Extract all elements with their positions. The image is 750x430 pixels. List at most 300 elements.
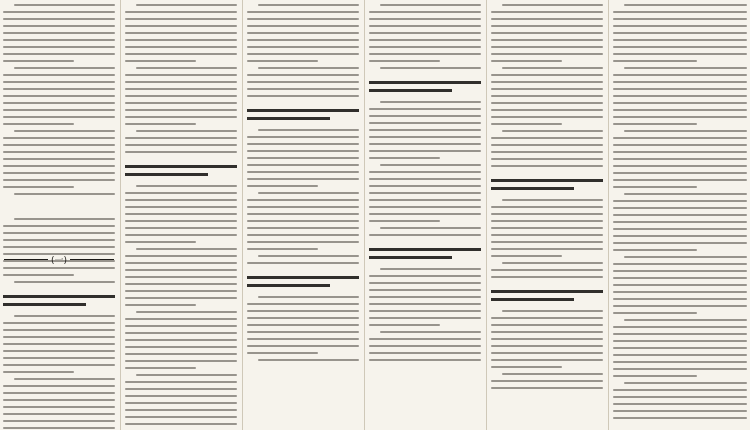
text-line	[369, 213, 481, 215]
text-line	[247, 310, 359, 312]
text-line	[125, 416, 237, 418]
text-line	[613, 235, 747, 237]
text-line	[125, 81, 237, 83]
text-line	[369, 324, 440, 326]
text-line	[491, 317, 603, 319]
text-line	[613, 53, 747, 55]
text-column-5	[488, 0, 606, 430]
text-line	[247, 178, 359, 180]
marker-spacer	[0, 200, 118, 218]
text-line	[247, 262, 359, 264]
column-divider	[486, 0, 487, 430]
text-line	[136, 374, 237, 376]
paragraph-block	[122, 4, 240, 153]
paragraph-block	[244, 296, 362, 361]
text-line	[491, 109, 603, 111]
text-column-3	[244, 0, 362, 430]
text-line	[369, 11, 481, 13]
paragraph-block	[122, 185, 240, 430]
text-line	[613, 214, 747, 216]
text-line	[369, 25, 481, 27]
text-line	[125, 395, 237, 397]
text-line	[613, 347, 747, 349]
text-line	[125, 367, 196, 369]
paragraph-block	[610, 4, 750, 419]
text-line	[369, 338, 481, 340]
text-line	[369, 220, 440, 222]
text-line	[502, 199, 603, 201]
text-line	[3, 123, 74, 125]
text-line	[258, 255, 359, 257]
text-line	[380, 101, 481, 103]
text-line	[247, 317, 359, 319]
text-line	[247, 331, 359, 333]
text-line	[3, 95, 115, 97]
text-line	[3, 88, 115, 90]
text-line	[125, 290, 237, 292]
text-line	[3, 427, 115, 429]
text-line	[247, 88, 359, 90]
text-line	[613, 200, 747, 202]
subheadline	[122, 158, 240, 185]
text-line	[491, 213, 603, 215]
paragraph-block	[366, 268, 484, 361]
text-line	[491, 151, 603, 153]
text-line	[125, 339, 237, 341]
text-line	[369, 122, 481, 124]
text-line	[125, 423, 237, 425]
text-line	[491, 227, 603, 229]
text-line	[369, 359, 481, 361]
text-line	[14, 67, 115, 69]
text-line	[125, 18, 237, 20]
text-line	[14, 193, 115, 195]
text-line	[491, 60, 562, 62]
text-line	[369, 39, 481, 41]
text-line	[491, 32, 603, 34]
text-line	[247, 25, 359, 27]
text-line	[247, 345, 359, 347]
text-line	[491, 269, 603, 271]
text-column-2	[122, 0, 240, 430]
text-line	[125, 109, 237, 111]
text-line	[613, 46, 747, 48]
text-line	[613, 151, 747, 153]
paragraph-block	[0, 218, 118, 283]
text-line	[247, 164, 359, 166]
text-line	[613, 32, 747, 34]
section-marker-label: (一)	[50, 255, 68, 266]
paragraph-block	[0, 315, 118, 430]
text-line	[613, 396, 747, 398]
text-line	[3, 18, 115, 20]
text-line	[247, 60, 318, 62]
text-line	[369, 345, 481, 347]
text-line	[369, 53, 481, 55]
text-line	[247, 303, 359, 305]
text-line	[125, 39, 237, 41]
text-line	[136, 67, 237, 69]
text-line	[369, 108, 481, 110]
column-divider	[364, 0, 365, 430]
paragraph-block	[488, 310, 606, 389]
text-line	[369, 352, 481, 354]
text-line	[491, 220, 603, 222]
text-line	[491, 102, 603, 104]
text-line	[613, 165, 747, 167]
paragraph-block	[366, 4, 484, 69]
headline-text-line	[125, 173, 208, 176]
text-line	[247, 46, 359, 48]
text-line	[136, 130, 237, 132]
text-line	[613, 221, 747, 223]
headline-text-line	[247, 276, 359, 279]
text-line	[369, 178, 481, 180]
text-line	[369, 234, 481, 236]
text-line	[247, 18, 359, 20]
paragraph-block	[244, 4, 362, 97]
text-line	[125, 262, 237, 264]
text-line	[136, 185, 237, 187]
text-line	[125, 283, 237, 285]
text-line	[125, 11, 237, 13]
column-divider	[608, 0, 609, 430]
text-line	[125, 137, 237, 139]
text-line	[491, 74, 603, 76]
text-line	[613, 11, 747, 13]
text-line	[613, 228, 747, 230]
text-line	[613, 144, 747, 146]
text-line	[125, 241, 196, 243]
text-line	[3, 225, 115, 227]
text-line	[3, 406, 115, 408]
text-line	[491, 88, 603, 90]
text-line	[369, 115, 481, 117]
text-line	[491, 123, 562, 125]
text-line	[613, 88, 747, 90]
text-line	[125, 123, 196, 125]
text-line	[258, 4, 359, 6]
text-line	[14, 378, 115, 380]
text-line	[3, 179, 115, 181]
text-line	[369, 206, 481, 208]
text-line	[247, 324, 359, 326]
subheadline	[0, 288, 118, 315]
text-line	[613, 326, 747, 328]
text-line	[613, 298, 747, 300]
paragraph-block	[366, 101, 484, 236]
headline-text-line	[247, 284, 330, 287]
text-line	[3, 385, 115, 387]
text-line	[491, 359, 603, 361]
text-line	[3, 246, 115, 248]
text-line	[613, 137, 747, 139]
text-line	[369, 296, 481, 298]
text-line	[491, 25, 603, 27]
text-line	[3, 32, 115, 34]
text-line	[125, 346, 237, 348]
text-line	[125, 88, 237, 90]
headline-text-line	[369, 81, 481, 84]
text-line	[613, 242, 747, 244]
headline-text-line	[369, 89, 452, 92]
text-line	[369, 289, 481, 291]
column-divider	[120, 0, 121, 430]
subheadline	[488, 283, 606, 310]
text-line	[491, 345, 603, 347]
text-line	[3, 186, 74, 188]
text-line	[125, 297, 237, 299]
text-line	[613, 354, 747, 356]
text-line	[613, 389, 747, 391]
text-line	[502, 130, 603, 132]
text-line	[3, 172, 115, 174]
text-line	[491, 331, 603, 333]
text-line	[491, 81, 603, 83]
text-line	[258, 359, 359, 361]
text-line	[502, 373, 603, 375]
text-line	[125, 332, 237, 334]
text-line	[491, 387, 603, 389]
text-line	[247, 352, 318, 354]
text-line	[613, 270, 747, 272]
text-line	[247, 227, 359, 229]
text-line	[613, 340, 747, 342]
text-line	[502, 262, 603, 264]
text-line	[491, 137, 603, 139]
text-line	[613, 417, 747, 419]
text-line	[247, 248, 318, 250]
column-divider	[242, 0, 243, 430]
text-line	[380, 331, 481, 333]
text-line	[491, 276, 603, 278]
headline-text-line	[125, 165, 237, 168]
paragraph-block	[488, 4, 606, 167]
text-line	[491, 366, 562, 368]
text-line	[125, 199, 237, 201]
text-line	[125, 388, 237, 390]
text-line	[369, 192, 481, 194]
paragraph-block	[0, 4, 118, 195]
text-line	[247, 171, 359, 173]
text-line	[491, 338, 603, 340]
text-line	[624, 382, 747, 384]
text-line	[380, 268, 481, 270]
text-line	[125, 74, 237, 76]
text-line	[247, 338, 359, 340]
text-line	[3, 11, 115, 13]
text-line	[3, 392, 115, 394]
text-line	[613, 305, 747, 307]
text-line	[3, 39, 115, 41]
text-line	[613, 207, 747, 209]
text-line	[125, 206, 237, 208]
subheadline	[366, 241, 484, 268]
text-line	[613, 403, 747, 405]
text-column-4	[366, 0, 484, 430]
headline-text-line	[491, 187, 574, 190]
text-line	[613, 158, 747, 160]
section-marker	[4, 253, 114, 265]
text-line	[14, 281, 115, 283]
text-line	[369, 282, 481, 284]
text-line	[491, 352, 603, 354]
text-line	[125, 402, 237, 404]
text-line	[247, 241, 359, 243]
text-line	[125, 227, 237, 229]
text-line	[491, 241, 603, 243]
text-line	[247, 32, 359, 34]
text-line	[613, 312, 697, 314]
text-line	[247, 213, 359, 215]
text-line	[247, 136, 359, 138]
text-line	[247, 11, 359, 13]
text-line	[125, 318, 237, 320]
text-line	[491, 18, 603, 20]
text-line	[613, 18, 747, 20]
text-line	[380, 227, 481, 229]
headline-text-line	[369, 256, 452, 259]
text-line	[14, 218, 115, 220]
text-line	[491, 324, 603, 326]
text-line	[491, 158, 603, 160]
text-line	[125, 60, 196, 62]
text-line	[3, 232, 115, 234]
text-line	[3, 53, 115, 55]
text-line	[136, 311, 237, 313]
text-line	[613, 39, 747, 41]
text-line	[491, 234, 603, 236]
headline-text-line	[3, 303, 86, 306]
text-line	[369, 46, 481, 48]
text-line	[125, 116, 237, 118]
text-line	[258, 192, 359, 194]
text-line	[136, 248, 237, 250]
text-line	[613, 291, 747, 293]
text-line	[125, 32, 237, 34]
text-column-6	[610, 0, 750, 430]
text-line	[125, 53, 237, 55]
text-line	[3, 239, 115, 241]
text-line	[624, 193, 747, 195]
headline-text-line	[247, 117, 330, 120]
text-line	[125, 234, 237, 236]
text-line	[258, 129, 359, 131]
text-line	[369, 143, 481, 145]
text-line	[491, 95, 603, 97]
text-line	[369, 136, 481, 138]
text-line	[3, 413, 115, 415]
text-line	[3, 165, 115, 167]
text-line	[369, 185, 481, 187]
text-line	[247, 234, 359, 236]
text-line	[3, 274, 74, 276]
text-line	[125, 46, 237, 48]
text-line	[369, 150, 481, 152]
text-line	[258, 67, 359, 69]
text-line	[491, 255, 562, 257]
text-line	[613, 95, 747, 97]
headline-text-line	[369, 248, 481, 251]
text-line	[247, 220, 359, 222]
subheadline	[366, 74, 484, 101]
subheadline	[244, 102, 362, 129]
text-line	[125, 25, 237, 27]
text-line	[613, 109, 747, 111]
text-line	[380, 164, 481, 166]
text-line	[3, 137, 115, 139]
paragraph-block	[488, 199, 606, 278]
text-line	[247, 95, 359, 97]
text-line	[624, 130, 747, 132]
subheadline	[488, 172, 606, 199]
text-line	[3, 322, 115, 324]
text-line	[3, 399, 115, 401]
text-line	[613, 375, 697, 377]
text-line	[3, 357, 115, 359]
text-line	[613, 277, 747, 279]
text-line	[3, 364, 115, 366]
text-line	[247, 74, 359, 76]
text-line	[125, 95, 237, 97]
text-line	[613, 186, 697, 188]
text-line	[125, 409, 237, 411]
text-line	[3, 350, 115, 352]
text-line	[502, 310, 603, 312]
text-line	[3, 74, 115, 76]
text-line	[3, 329, 115, 331]
text-line	[613, 179, 747, 181]
text-line	[369, 171, 481, 173]
text-line	[3, 25, 115, 27]
text-line	[613, 263, 747, 265]
text-column-1	[0, 0, 118, 430]
text-line	[125, 151, 237, 153]
text-line	[369, 129, 481, 131]
text-line	[613, 333, 747, 335]
text-line	[613, 284, 747, 286]
text-line	[247, 206, 359, 208]
text-line	[247, 150, 359, 152]
text-line	[624, 256, 747, 258]
paragraph-block	[244, 129, 362, 264]
text-line	[247, 53, 359, 55]
text-line	[125, 102, 237, 104]
headline-text-line	[3, 295, 115, 298]
text-line	[491, 380, 603, 382]
text-line	[3, 151, 115, 153]
text-line	[3, 60, 74, 62]
text-line	[3, 116, 115, 118]
text-line	[125, 255, 237, 257]
text-line	[3, 158, 115, 160]
text-line	[613, 102, 747, 104]
text-line	[369, 199, 481, 201]
text-line	[125, 325, 237, 327]
text-line	[613, 25, 747, 27]
text-line	[369, 303, 481, 305]
text-line	[491, 165, 603, 167]
text-line	[3, 109, 115, 111]
text-line	[125, 276, 237, 278]
text-line	[613, 123, 697, 125]
text-line	[613, 74, 747, 76]
text-line	[502, 4, 603, 6]
text-line	[3, 267, 115, 269]
text-line	[380, 67, 481, 69]
text-line	[491, 144, 603, 146]
text-line	[624, 319, 747, 321]
